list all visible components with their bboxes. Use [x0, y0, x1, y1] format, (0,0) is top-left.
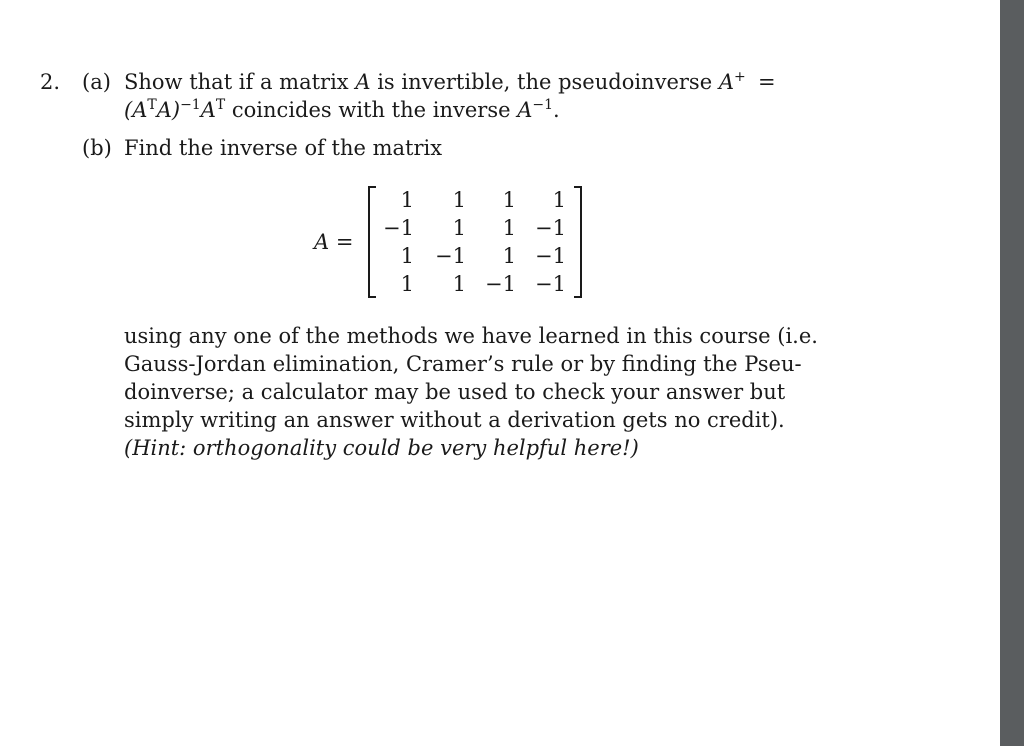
- para-line-3: doinverse; a calculator may be used to check your answer but: [124, 380, 786, 404]
- matrix-label: A =: [314, 230, 354, 254]
- part-a-line1-mid: is invertible, the pseudoinverse: [377, 70, 713, 94]
- formula-open: (A: [124, 98, 148, 122]
- matrix-cell-r4c1: 1: [400, 272, 414, 296]
- matrix-cell-r3c2: −1: [435, 244, 466, 268]
- part-a-label: (a): [82, 70, 111, 94]
- matrix-cell-r4c2: 1: [452, 272, 466, 296]
- matrix-cell-r3c4: −1: [535, 244, 566, 268]
- matrix-cell-r4c3: −1: [485, 272, 516, 296]
- matrix-cell-r2c3: 1: [502, 216, 516, 240]
- matrix-cell-r2c1: −1: [383, 216, 414, 240]
- part-b-label: (b): [82, 136, 112, 160]
- transpose-1: T: [147, 97, 157, 113]
- transpose-2: T: [215, 97, 226, 113]
- matrix-cell-r1c2: 1: [452, 188, 466, 212]
- para-line-4: simply writing an answer without a derivation gets no credit).: [124, 408, 785, 432]
- matrix-cell-r4c4: −1: [535, 272, 566, 296]
- matrix-cell-r2c2: 1: [452, 216, 466, 240]
- problem-number: 2.: [40, 70, 61, 94]
- formula-a3: A: [517, 98, 533, 122]
- para-line-2: Gauss-Jordan elimination, Cramer’s rule or by finding the Pseu-: [124, 352, 802, 376]
- inverse-exp-2: −1: [532, 97, 554, 113]
- formula-a: A): [156, 98, 181, 122]
- part-a-line1: [124, 68, 746, 99]
- var-a-plus: A: [718, 70, 734, 94]
- matrix-cell-r1c4: 1: [552, 188, 566, 212]
- part-b-text: Find the inverse of the matrix: [124, 136, 443, 160]
- part-a-line1-text: Show that if a matrix: [124, 70, 349, 94]
- plus-superscript: +: [733, 69, 746, 85]
- viewer-scrollbar[interactable]: [1000, 0, 1024, 746]
- equals-sign: =: [758, 70, 776, 94]
- matrix-cell-r1c1: 1: [400, 188, 414, 212]
- period: .: [553, 98, 560, 122]
- matrix-cell-r3c1: 1: [400, 244, 414, 268]
- matrix-cell-r2c4: −1: [535, 216, 566, 240]
- formula-a2: A: [200, 98, 216, 122]
- matrix-cell-r1c3: 1: [502, 188, 516, 212]
- part-a-line2: [124, 96, 560, 127]
- var-a: A: [355, 70, 371, 94]
- hint-text: (Hint: orthogonality could be very helpful here!): [124, 436, 639, 460]
- matrix-right-bracket: [574, 186, 582, 298]
- part-a-line2-text: coincides with the inverse: [231, 98, 511, 122]
- para-line-1: using any one of the methods we have learned in this course (i.e.: [124, 324, 818, 348]
- matrix-cell-r3c3: 1: [502, 244, 516, 268]
- inverse-exp-1: −1: [180, 97, 201, 113]
